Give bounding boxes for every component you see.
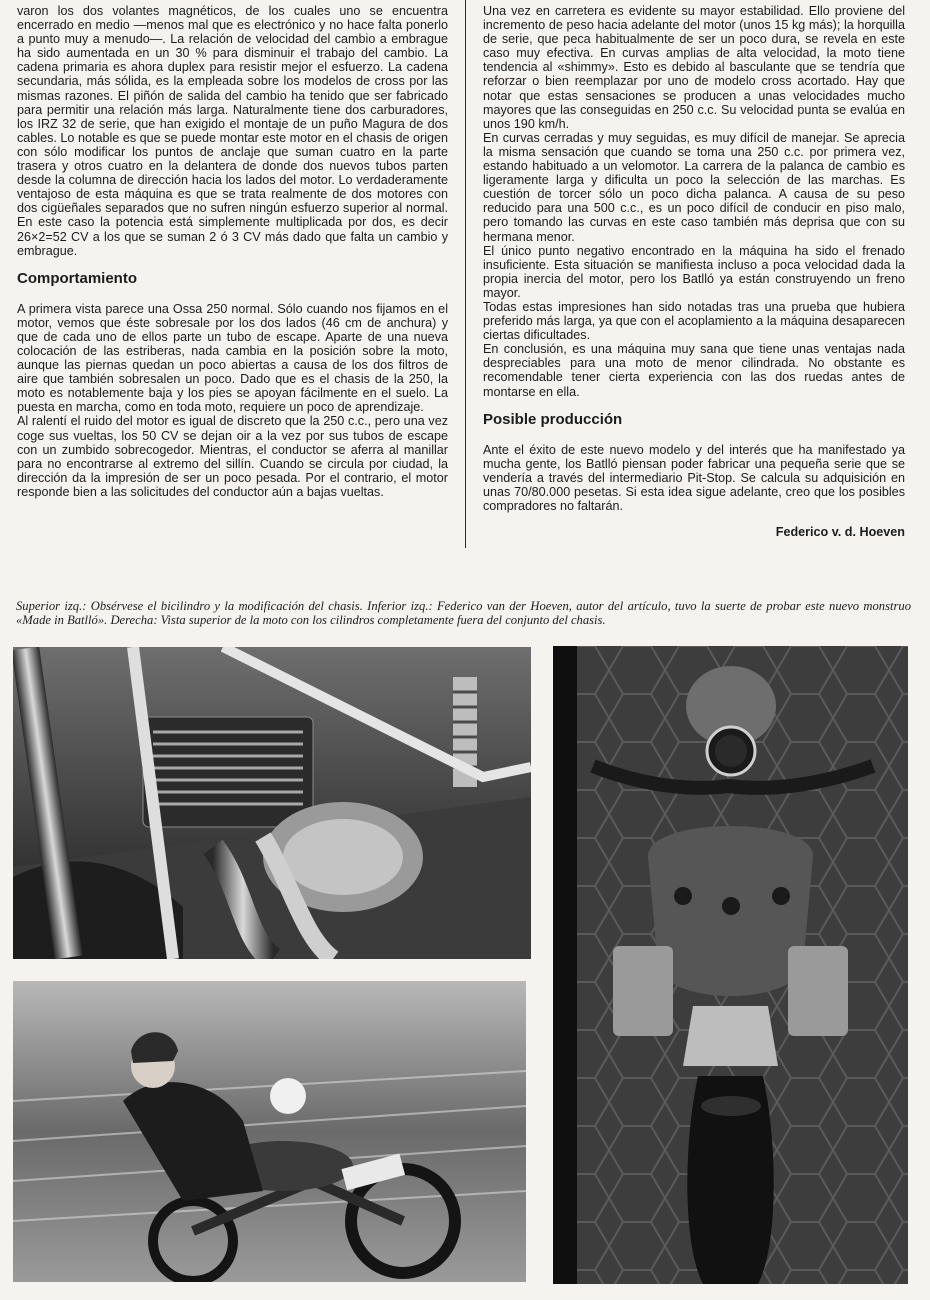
author-byline: Federico v. d. Hoeven	[775, 525, 905, 540]
engine-closeup-photo	[13, 647, 531, 959]
right-text-column	[483, 4, 905, 539]
body-paragraph: En conclusión, es una máquina muy sana que tiene unas ventajas nada despreciables para una moto de menor cilindrada. No obstante es recomendable tener cierta experiencia con las dos ruedas antes de montarse en ella.	[483, 342, 905, 399]
body-paragraph: varon los dos volantes magnéticos, de los cuales uno se encuentra encerrado en medio —menos mal que es electrónico y no hace falta ponerlo a punto muy a menudo—. La relación de velocidad del cambio a embrague ha sido aumentada en un 30 % para disminuir el trabajo del cambio. La cadena primaria es ahora duplex para resistir mejor el esfuerzo. La cadena secundaria, más sólida, es la empleada sobre los modelos de cross por las mismas razones. El piñón de salida del cambio ha tenido que ser fabricado para permitir una relación más larga. Naturalmente tiene dos carburadores, los IRZ 32 de serie, que han exigido el montaje de un puño Magura de dos cables. Lo notable es que se puede montar este motor en el chasis de origen con sólo modificar los puntos de anclaje que suman cuatro en la parte trasera y otros cuatro en la delantera de donde dos nuevos tubos parten desde la columna de dirección hacia los lados del motor. Lo verdaderamente ventajoso de esta máquina es que se trata realmente de dos motores con dos cigüeñales separados que no sufren ningún esfuerzo superior al normal. En este caso la potencia está simplemente multiplicada por dos, es decir 26×2=52 CV a los que se suman 2 ó 3 CV más dado que falta un cambio y embrague.	[17, 4, 448, 258]
left-text-column	[17, 4, 448, 499]
body-paragraph: El único punto negativo encontrado en la máquina ha sido el frenado insuficiente. Esta situación se manifiesta incluso a poca velocidad dada la propia inercia del motor, pero los Batlló ya están construyendo un freno mayor.	[483, 243, 905, 300]
engine-illustration	[13, 647, 531, 959]
body-paragraph: Una vez en carretera es evidente su mayor estabilidad. Ello proviene del incremento de peso hacia adelante del motor (unos 15 kg más); la horquilla de serie, que peca habitualmente de ser un poco dura, se revela en este caso muy efectiva. En curvas amplias de alta velocidad, la moto tiene tendencia al «shimmy». Esto es debido al basculante que se tendría que reforzar o bien reemplazar por uno de modelo cross acortado. Hay que notar que estas sensaciones se producen a unas velocidades mucho mayores que las conseguidas en 250 c.c. Su velocidad punta se evalúa en unos 190 km/h.	[483, 4, 905, 131]
body-paragraph: En curvas cerradas y muy seguidas, es muy difícil de manejar. Se aprecia la misma sensación que cuando se toma una 250 c.c. por primera vez, estando habituado a un velomotor. La carrera de la palanca de cambio es ligeramente larga y dificulta un poco la selección de las marchas. Es cuestión de torcer sólo un poco dicha palanca. A causa de su peso reducido para una 500 c.c., es un poco difícil de conducir en piso malo, pero tomando las curvas en este caso también más deprisa que con su hermana menor.	[483, 130, 905, 244]
rider-illustration	[13, 981, 526, 1282]
body-paragraph: Ante el éxito de este nuevo modelo y del interés que ha manifestado ya mucha gente, los Batlló piensan poder fabricar una pequeña serie que se vendería a través del intermediario Pit-Stop. Se calcula su adquisición en unas 70/80.000 pesetas. Si esta idea sigue adelante, creo que los posibles compradores no faltarán.	[483, 442, 905, 513]
photo-caption: Superior izq.: Obsérvese el bicilindro y la modificación del chasis. Inferior izq.: Federico van der Hoeven, autor del artículo, tuvo la suerte de probar este nuevo monstruo «Made in Batlló». Derecha: Vista superior de la moto con los cilindros completamente fuera del conjunto del chasis.	[16, 599, 911, 627]
column-divider	[465, 0, 466, 548]
top-view-photo	[553, 646, 908, 1284]
body-paragraph: A primera vista parece una Ossa 250 normal. Sólo cuando nos fijamos en el motor, vemos que éste sobresale por los dos lados (46 cm de anchura) y que de cada uno de ellos parte un tubo de escape. Aparte de una nueva colocación de las estriberas, nada cambia en la posición sobre la moto, aunque las piernas quedan un poco abiertas a causa de los dos filtros de aire que también sobresalen un poco. Dado que es el chasis de la 250, la moto es notablemente baja y los pies se apoyan fácilmente en el suelo. La puesta en marcha, como en toda moto, requiere un poco de aprendizaje.	[17, 301, 448, 415]
top-view-illustration	[553, 646, 908, 1284]
rider-action-photo	[13, 981, 526, 1282]
section-heading-comportamiento: Comportamiento	[17, 269, 137, 287]
section-heading-produccion: Posible producción	[483, 410, 623, 428]
body-paragraph: Al ralentí el ruido del motor es igual de discreto que la 250 c.c., pero una vez coge sus vueltas, los 50 CV se dejan oir a la vez por sus tubos de escape con un zumbido sobrecogedor. Mientras, el conductor se aferra al manillar para no encontrarse al extremo del sillín. Cuando se circula por ciudad, la dirección da la impresión de ser un poco pesada. Por el contrario, el motor responde bien a las solicitudes del conductor aún a bajas vueltas.	[17, 414, 448, 499]
body-paragraph: Todas estas impresiones han sido notadas tras una prueba que hubiera preferido más larga, ya que con el acoplamiento a la máquina desaparecen ciertas dificultades.	[483, 299, 905, 343]
